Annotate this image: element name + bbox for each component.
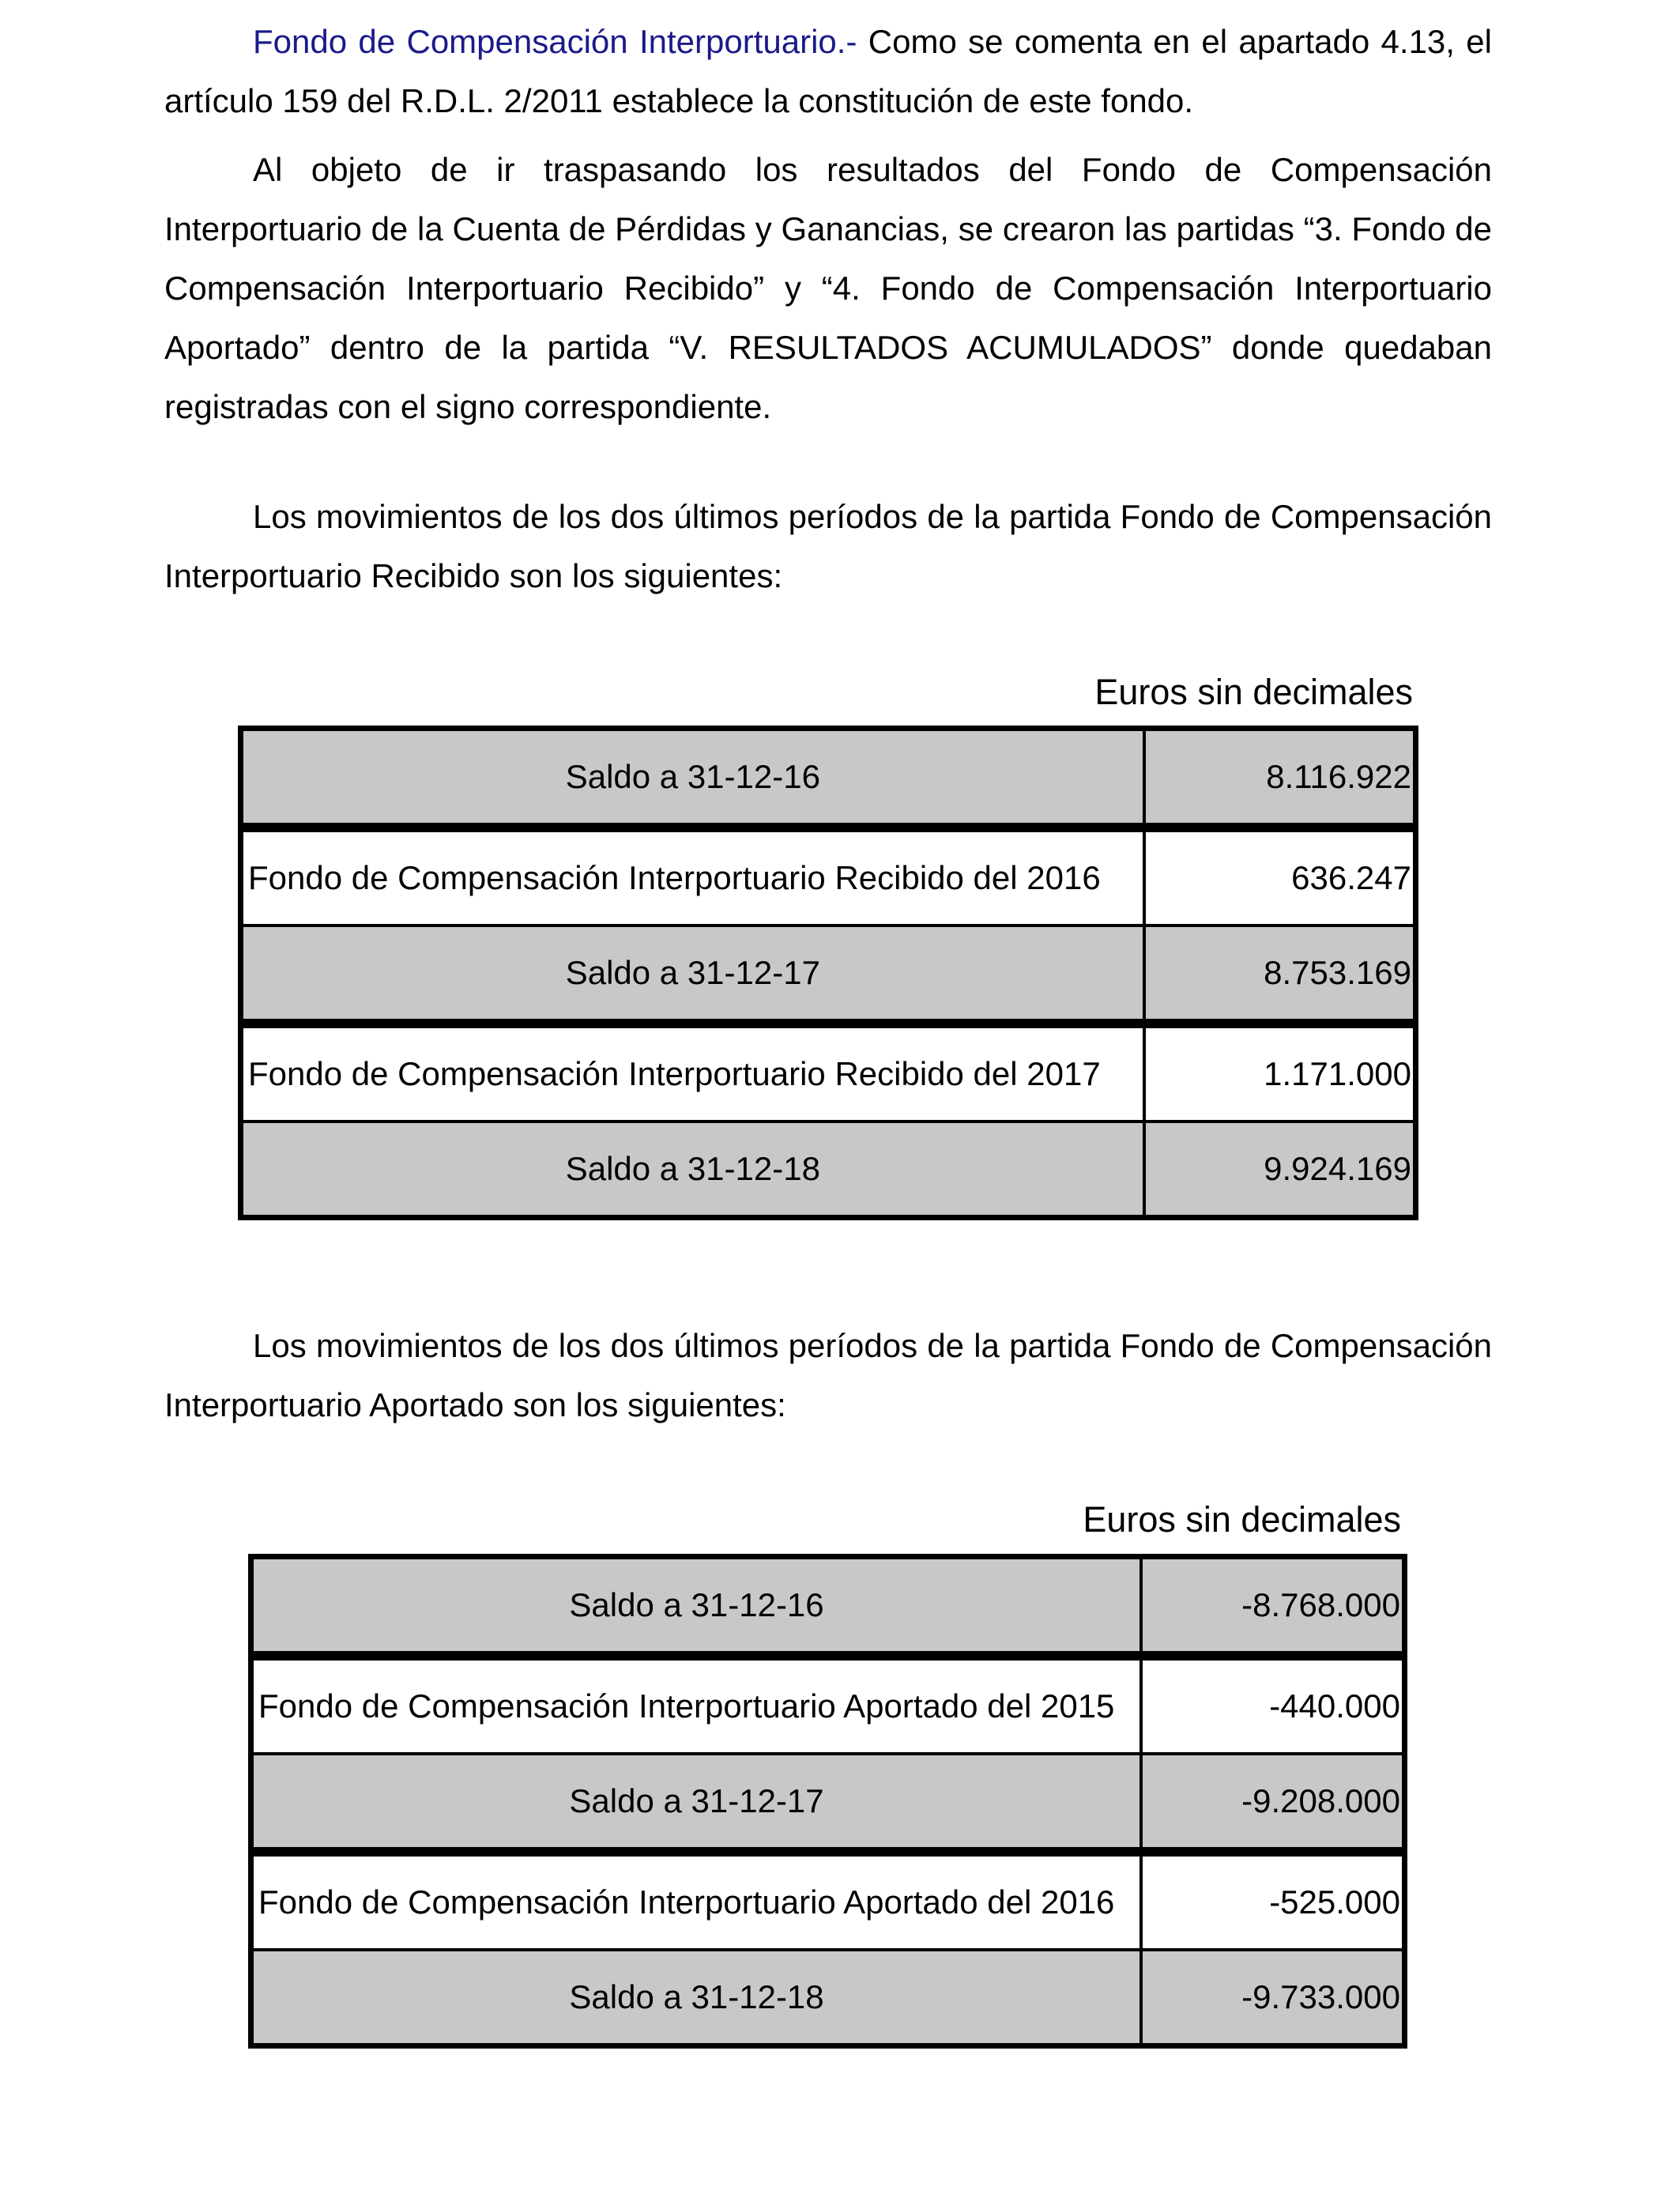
paragraph-text: Como se comenta en el apartado 4.13, el artículo 159 del R.D.L. 2/2011 establece la constitución de este fondo. <box>164 23 1492 119</box>
row-amount: 636.247 <box>1144 831 1416 925</box>
row-concept: Fondo de Compensación Interportuario Recibido del 2017 <box>241 1027 1144 1122</box>
row-concept: Saldo a 31-12-18 <box>241 1122 1144 1218</box>
paragraph-text: Los movimientos de los dos últimos períodos de la partida Fondo de Compensación Interportuario Recibido son los siguientes: <box>164 498 1492 594</box>
section-heading: Fondo de Compensación Interportuario.- <box>253 23 857 60</box>
row-amount: -8.768.000 <box>1141 1557 1404 1653</box>
row-divider <box>241 1020 1416 1027</box>
table-row <box>251 1855 1405 1950</box>
table-row <box>241 1027 1416 1122</box>
paragraph-text: Los movimientos de los dos últimos períodos de la partida Fondo de Compensación Interportuario Aportado son los siguientes: <box>164 1327 1492 1423</box>
table-aportado-caption: Euros sin decimales <box>1083 1499 1401 1540</box>
row-divider <box>241 824 1416 831</box>
row-amount: 8.116.922 <box>1144 729 1416 825</box>
paragraph-text: Al objeto de ir traspasando los resultados del Fondo de Compensación Interportuario de la Cuenta de Pérdidas y Ganancias, se crearon las partidas “3. Fondo de Compensación Interportuario Recibido” y “4. Fondo de Compensación Interportuario Aportado” dentro de la partida “V. RESULTADOS ACUMULADOS” donde quedaban registradas con el signo correspondiente. <box>164 151 1492 425</box>
divider-cell <box>251 1653 1405 1659</box>
row-concept: Saldo a 31-12-17 <box>241 925 1144 1020</box>
table-row <box>241 1122 1416 1218</box>
row-divider <box>251 1849 1405 1855</box>
row-concept: Fondo de Compensación Interportuario Recibido del 2016 <box>241 831 1144 925</box>
row-amount: -440.000 <box>1141 1659 1404 1754</box>
row-concept: Fondo de Compensación Interportuario Aportado del 2016 <box>251 1855 1142 1950</box>
row-concept: Saldo a 31-12-16 <box>241 729 1144 825</box>
table-row <box>251 1950 1405 2046</box>
row-concept: Saldo a 31-12-16 <box>251 1557 1142 1653</box>
paragraph-movimientos-recibido <box>164 487 1492 605</box>
row-concept: Fondo de Compensación Interportuario Aportado del 2015 <box>251 1659 1142 1754</box>
paragraph-partidas <box>164 140 1492 436</box>
divider-cell <box>241 1020 1416 1027</box>
row-amount: -9.208.000 <box>1141 1754 1404 1849</box>
row-amount: -525.000 <box>1141 1855 1404 1950</box>
table-recibido-caption: Euros sin decimales <box>1094 672 1413 712</box>
divider-cell <box>241 824 1416 831</box>
paragraph-movimientos-aportado <box>164 1316 1492 1434</box>
table-row <box>251 1754 1405 1849</box>
row-amount: 9.924.169 <box>1144 1122 1416 1218</box>
row-amount: 1.171.000 <box>1144 1027 1416 1122</box>
row-concept: Saldo a 31-12-18 <box>251 1950 1142 2046</box>
table-fondo-aportado <box>248 1554 1407 2049</box>
table-row <box>241 729 1416 825</box>
paragraph-fondo-intro <box>164 12 1492 130</box>
row-amount: -9.733.000 <box>1141 1950 1404 2046</box>
table-row <box>251 1659 1405 1754</box>
table-row <box>241 925 1416 1020</box>
row-amount: 8.753.169 <box>1144 925 1416 1020</box>
table-row <box>251 1557 1405 1653</box>
table-row <box>241 831 1416 925</box>
row-concept: Saldo a 31-12-17 <box>251 1754 1142 1849</box>
table-fondo-recibido <box>238 726 1418 1220</box>
row-divider <box>251 1653 1405 1659</box>
divider-cell <box>251 1849 1405 1855</box>
